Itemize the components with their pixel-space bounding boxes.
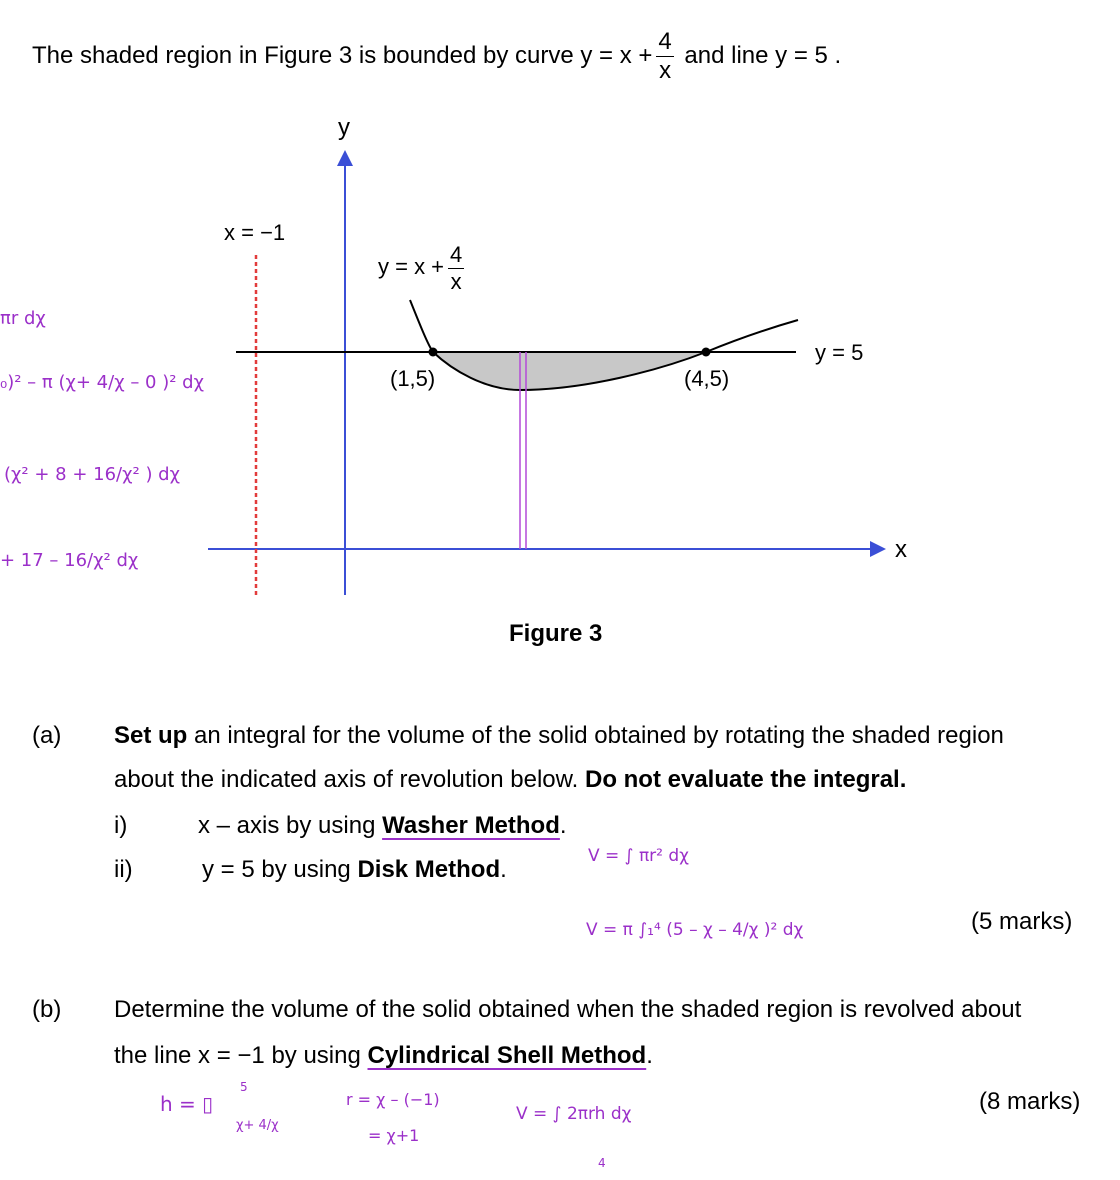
sub-i-end: . — [559, 812, 567, 839]
question-a-bold-1: Set up — [114, 722, 188, 749]
handwriting-left-3: (χ² + 8 + 16/χ² ) dχ — [4, 464, 181, 485]
curve-label — [378, 236, 468, 298]
statement-text: The shaded region in Figure 3 is bounded by curve y = x + — [32, 41, 653, 69]
statement-text-end: and line y = 5 . — [677, 41, 842, 69]
question-a-bold-2: Do not evaluate the integral. — [584, 766, 907, 793]
problem-statement — [32, 30, 841, 83]
question-a-text-1: an integral for the volume of the solid obtained by rotating the shaded region — [187, 722, 1004, 749]
sub-ii-plain: y = 5 by using — [202, 856, 358, 883]
sub-i-text — [198, 812, 567, 840]
question-a-label: (a) — [32, 722, 62, 749]
point-b-label: (4,5) — [684, 366, 730, 391]
line-y5-label: y = 5 — [815, 340, 864, 365]
sub-i-method: Washer Method — [382, 812, 560, 839]
handwriting-shell-h: h = ▯ — [160, 1092, 214, 1116]
x-axis-label: x — [895, 536, 907, 563]
point-a-label: (1,5) — [390, 366, 436, 391]
handwriting-left-1: πr dχ — [0, 308, 46, 329]
handwriting-shell-r2: = χ+1 — [368, 1126, 420, 1145]
question-b-line-2 — [114, 1042, 653, 1070]
question-b-plain: the line x = −1 by using — [114, 1042, 368, 1069]
question-b-label: (b) — [32, 996, 62, 1023]
handwriting-shell-h-top: 5 — [240, 1080, 248, 1094]
question-a-line-1 — [114, 722, 1004, 750]
fraction-numerator: 4 — [658, 28, 672, 55]
question-a-marks: (5 marks) — [971, 908, 1073, 935]
question-a-line-2 — [114, 766, 906, 794]
figure-caption: Figure 3 — [509, 620, 603, 647]
statement-fraction — [656, 30, 673, 83]
handwriting-shell-v: V = ∫ 2πrh dχ — [516, 1104, 632, 1124]
point-4-5 — [702, 348, 711, 357]
dashed-line-label: x = −1 — [224, 220, 286, 245]
figure-3-graph — [0, 110, 1120, 610]
curve-label-den: x — [450, 268, 462, 294]
question-b-end: . — [646, 1042, 653, 1069]
sub-i-label: i) — [114, 812, 128, 839]
curve-label-text: y = x + — [378, 254, 445, 279]
handwriting-shell-h-bottom: χ+ 4/χ — [236, 1118, 279, 1133]
handwriting-left-2: ₀)² – π (χ+ 4/χ – 0 )² dχ — [0, 372, 204, 393]
sub-ii-text — [202, 856, 507, 884]
question-b-line-1: Determine the volume of the solid obtained when the shaded region is revolved about — [114, 996, 1022, 1023]
shaded-region — [433, 352, 706, 390]
y-axis-arrow — [337, 150, 353, 166]
sub-ii-label: ii) — [114, 856, 133, 883]
sub-ii-method: Disk Method — [357, 856, 501, 883]
handwriting-shell-r1: r = χ – (−1) — [346, 1090, 440, 1109]
point-1-5 — [429, 348, 438, 357]
y-axis-label: y — [338, 114, 350, 141]
question-b-marks: (8 marks) — [979, 1088, 1081, 1115]
handwriting-disk-1: V = ∫ πr² dχ — [588, 846, 689, 866]
handwriting-shell-small: 4 — [598, 1156, 606, 1170]
sub-i-plain: x – axis by using — [198, 812, 383, 839]
sub-ii-end: . — [500, 856, 507, 883]
fraction-denominator: x — [659, 57, 672, 84]
x-axis-arrow — [870, 541, 886, 557]
question-b-method: Cylindrical Shell Method — [367, 1042, 647, 1069]
question-a-text-2: about the indicated axis of revolution below. — [114, 766, 585, 793]
curve-label-num: 4 — [450, 241, 463, 267]
handwriting-left-4: + 17 – 16/χ² dχ — [0, 550, 139, 571]
handwriting-disk-2: V = π ∫₁⁴ (5 – χ – 4/χ )² dχ — [586, 920, 804, 940]
curve-label-fraction — [448, 241, 464, 294]
